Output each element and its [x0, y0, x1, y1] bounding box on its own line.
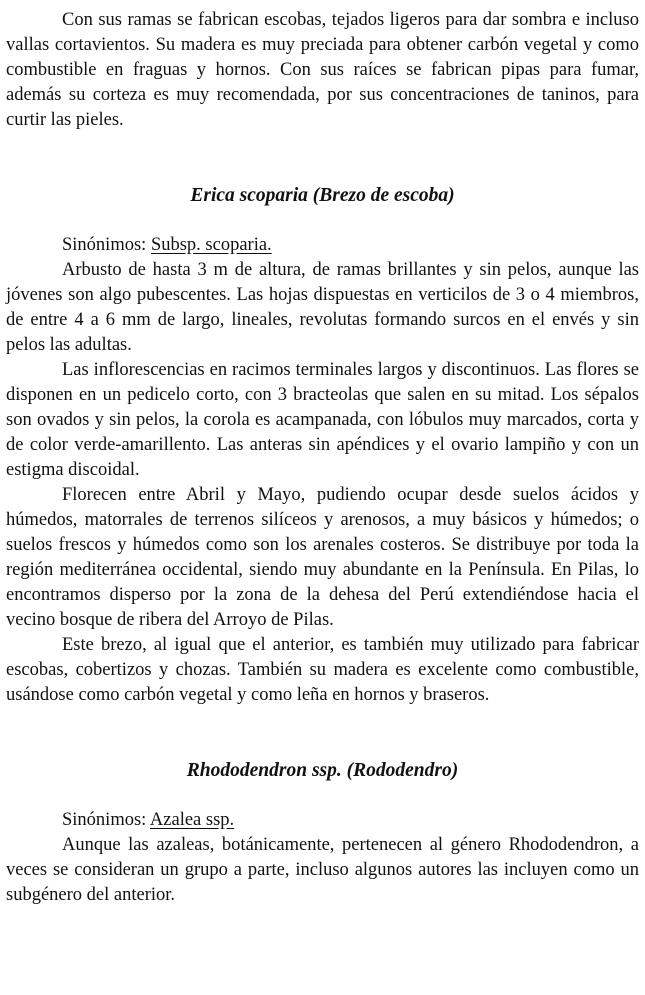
- spacer: [6, 708, 639, 758]
- synonyms-line-rhododendron: [6, 808, 639, 833]
- section-heading-rhododendron: Rhododendron ssp. (Rododendro): [186, 760, 459, 781]
- synonyms-line-erica: [6, 233, 639, 258]
- synonyms-label: Sinónimos:: [62, 235, 151, 255]
- spacer: [6, 208, 639, 233]
- paragraph-erica-uses: Este brezo, al igual que el anterior, es también muy utilizado para fabricar escobas, cobertizos y chozas. También su madera es excelente como combustible, usándose como carbón vegetal y como leña en hornos y braseros.: [6, 635, 639, 705]
- intro-paragraph: Con sus ramas se fabrican escobas, tejados ligeros para dar sombra e incluso vallas cortavientos. Su madera es muy preciada para obtener carbón vegetal y como combustible en fraguas y hornos. Con sus raíces se fabrican pipas para fumar, además su corteza es muy recomendada, por sus concentraciones de taninos, para curtir las pieles.: [6, 10, 639, 130]
- paragraph-erica-habitat: Florecen entre Abril y Mayo, pudiendo ocupar desde suelos ácidos y húmedos, matorrales de terrenos silíceos y arenosos, a muy básicos y húmedos; o suelos frescos y húmedos como son los arenales costeros. Se distribuye por toda la región mediterránea occidental, siendo muy abundante en la Península. En Pilas, lo encontramos disperso por la zona de la dehesa del Perú extendiéndose hacia el vecino bosque de ribera del Arroyo de Pilas.: [6, 485, 639, 630]
- paragraph-erica-description: Arbusto de hasta 3 m de altura, de ramas brillantes y sin pelos, aunque las jóvenes son algo pubescentes. Las hojas dispuestas en verticilos de 3 o 4 miembros, de entre 4 a 6 mm de largo, lineales, revolutas formando surcos en el envés y sin pelos las adultas.: [6, 260, 639, 355]
- synonyms-value: Azalea ssp.: [149, 810, 235, 830]
- spacer: [6, 133, 639, 183]
- spacer: [6, 783, 639, 808]
- paragraph-erica-inflorescence: Las inflorescencias en racimos terminales largos y discontinuos. Las flores se disponen en un pedicelo corto, con 3 bracteolas que salen en su mitad. Los sépalos son ovados y sin pelos, la corola es acampanada, con lóbulos muy marcados, corta y de color verde-amarillento. Las anteras sin apéndices y el ovario lampiño y con un estigma discoidal.: [6, 360, 639, 480]
- paragraph-rhododendron-intro: Aunque las azaleas, botánicamente, pertenecen al género Rhododendron, a veces se consideran un grupo a parte, incluso algunos autores las incluyen como un subgénero del anterior.: [6, 835, 639, 905]
- synonyms-label: Sinónimos:: [62, 810, 150, 830]
- section-heading-erica-scoparia: Erica scoparia (Brezo de escoba): [190, 185, 455, 206]
- synonyms-value: Subsp. scoparia.: [150, 235, 272, 255]
